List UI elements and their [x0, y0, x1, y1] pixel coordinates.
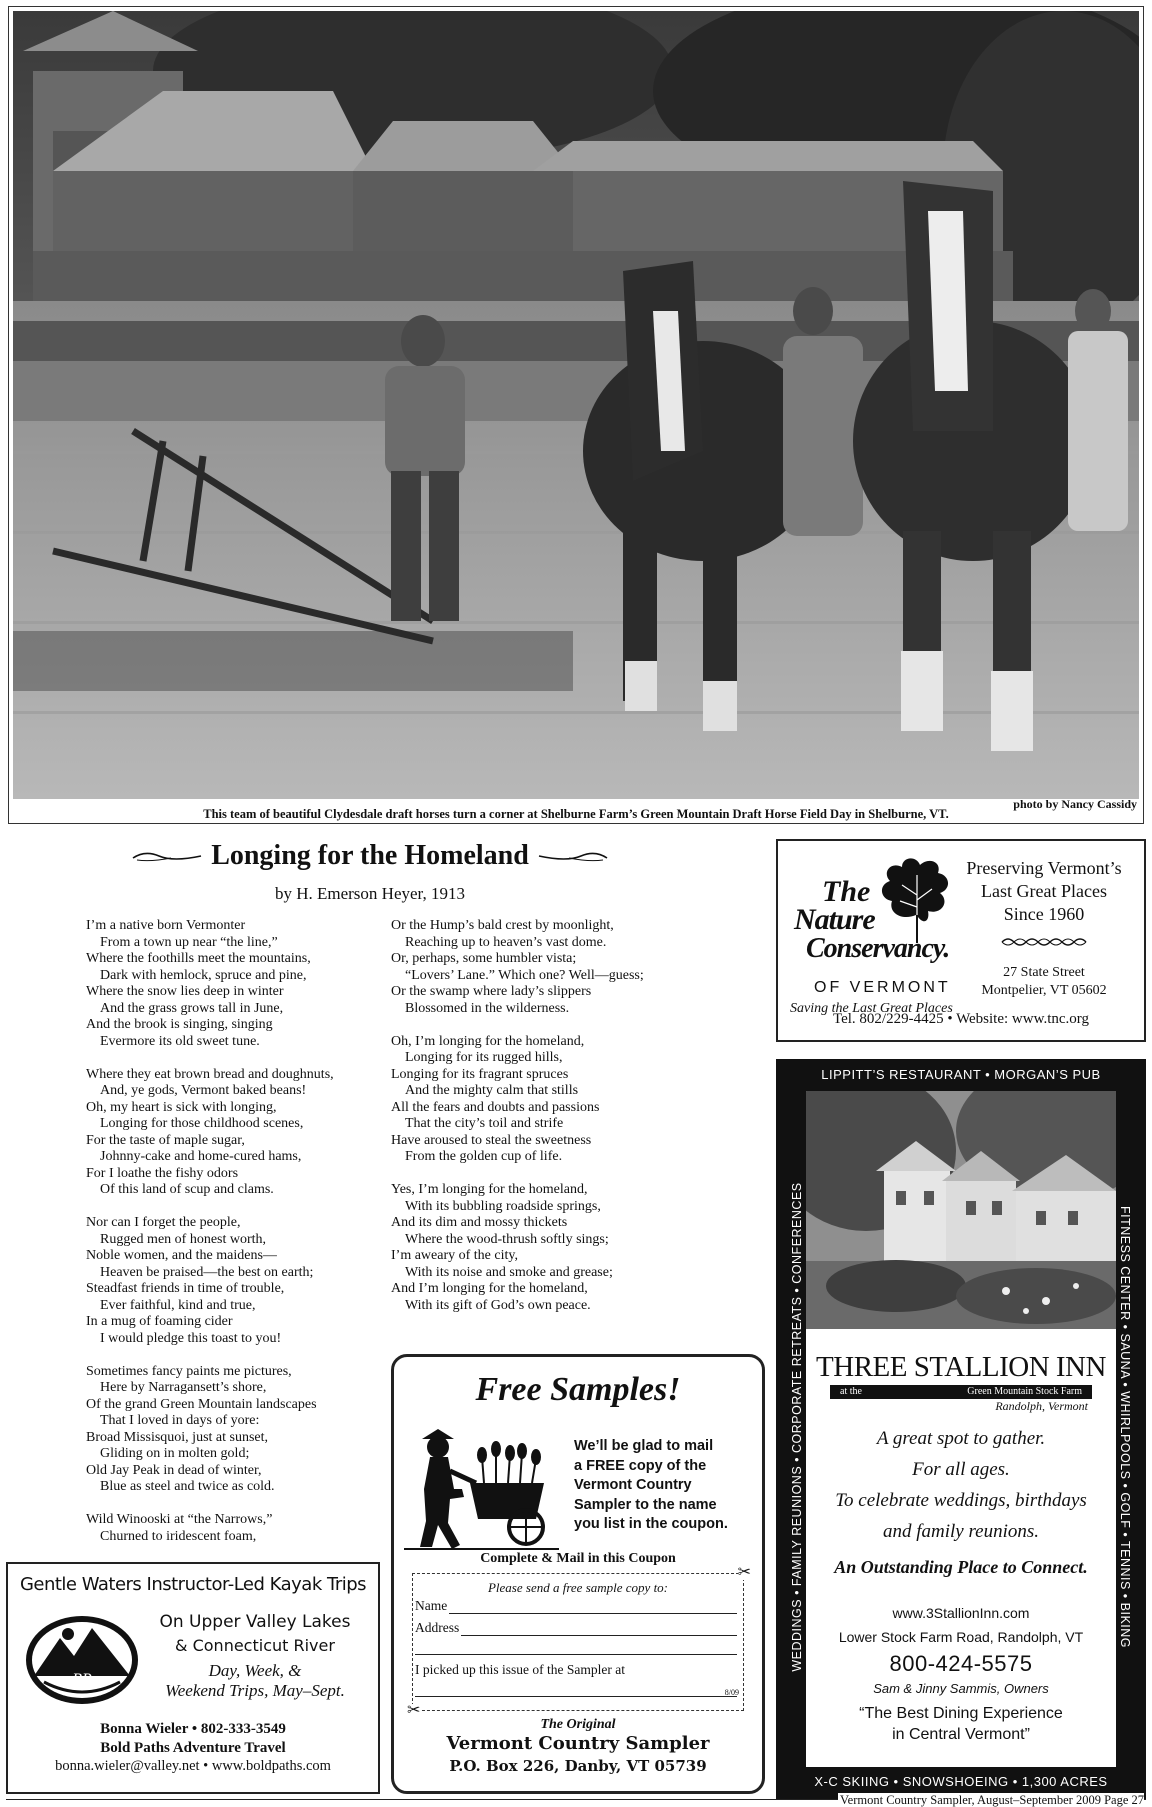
poem-line: Or the Hump’s bald crest by moonlight, [391, 918, 614, 933]
poem-line: Oh, my heart is sick with longing, [86, 1099, 277, 1115]
poem-line: Old Jay Peak in dead of winter, [86, 1462, 262, 1478]
address-label: Address [415, 1620, 460, 1635]
poem-line: With its noise and smoke and grease; [405, 1264, 613, 1280]
poem-stanza [391, 918, 691, 1017]
poem-line: All the fears and doubts and passions [391, 1099, 600, 1115]
poem-line: Longing for its rugged hills, [405, 1050, 563, 1065]
inn-tagline-line-1: A great spot to gather. [876, 1428, 1046, 1449]
poem-line: Ever faithful, kind and true, [100, 1297, 256, 1313]
photo-caption: This team of beautiful Clydesdale draft horses turn a corner at Shelburne Farm’s Green Mountain Draft Horse Field Day in Shelburne, VT. [203, 807, 949, 821]
pickup-label: I picked up this issue of the Sampler at [415, 1662, 625, 1677]
wheelbarrow-boy-icon [404, 1427, 559, 1552]
poem-line: Where they eat brown bread and doughnuts, [86, 1066, 334, 1082]
free-samples-ad [391, 1354, 765, 1794]
poem-line: Where the wood-thrush softly sings; [405, 1231, 609, 1247]
mountain-logo-icon [24, 1610, 140, 1706]
kayak-title: Gentle Waters Instructor-Led Kayak Trips [19, 1574, 367, 1595]
poem-line: And the mighty calm that stills [405, 1083, 579, 1098]
inn-slogan: An Outstanding Place to Connect. [834, 1557, 1088, 1577]
poem-line: Where the snow lies deep in winter [86, 984, 284, 999]
inn-owners: Sam & Jinny Sammis, Owners [873, 1681, 1049, 1696]
poem-line: Churned to iridescent foam, [100, 1528, 257, 1544]
coupon-code: 8/09 [724, 1688, 739, 1697]
kayak-contact-line-2: Bold Paths Adventure Travel [100, 1740, 286, 1756]
poem-column-1 [86, 918, 386, 1562]
poem-line: Sometimes fancy paints me pictures, [86, 1363, 292, 1379]
inn-tagline-line-2: For all ages. [912, 1459, 1010, 1480]
kayak-logo-initials: BP [72, 1671, 92, 1688]
inn-tagline-line-3: To celebrate weddings, birthdays [835, 1490, 1087, 1511]
scissors-icon: ✂ [737, 1564, 751, 1581]
poem-line: Noble women, and the maidens— [86, 1248, 277, 1263]
poem-line: With its gift of God’s own peace. [405, 1297, 591, 1313]
address-field[interactable] [415, 1620, 737, 1636]
poem-line: Dark with hemlock, spruce and pine, [100, 967, 307, 983]
kayak-line-3: Day, Week, & [208, 1661, 302, 1680]
photo-frame [8, 6, 1144, 824]
tnc-logo-the: The [822, 875, 871, 908]
inn-info-panel [806, 1329, 1116, 1767]
poem-line: “Lovers’ Lane.” Which one? Well—guess; [405, 967, 644, 983]
poem-line: From a town up near “the line,” [100, 934, 278, 950]
kayak-contact-line-1: Bonna Wieler • 802-333-3549 [100, 1721, 286, 1737]
poem-line: Or the swamp where lady’s slippers [391, 984, 592, 999]
poem-line: Broad Missisquoi, just at sunset, [86, 1429, 269, 1445]
flourish-right-icon [537, 848, 609, 864]
samples-text-line-2: a FREE copy of the [574, 1457, 707, 1474]
samples-text-line-5: you list in the coupon. [574, 1516, 728, 1532]
inn-farm-name: Green Mountain Stock Farm [967, 1386, 1082, 1397]
tnc-contact: Tel. 802/229-4425 • Website: www.tnc.org [832, 1011, 1090, 1027]
kayak-line-2: & Connecticut River [175, 1636, 335, 1655]
clydesdale-horses-photo [13, 11, 1139, 799]
poem-line: Evermore its old sweet tune. [100, 1033, 260, 1049]
nature-conservancy-ad [776, 839, 1146, 1042]
poem-author: by H. Emerson Heyer, 1913 [274, 884, 466, 903]
address-line-2[interactable] [415, 1654, 737, 1655]
poem-line: For the taste of maple sugar, [86, 1132, 245, 1148]
samples-text-line-4: Sampler to the name [574, 1496, 717, 1513]
kayak-description [140, 1612, 370, 1701]
samples-text [574, 1437, 754, 1535]
name-label: Name [415, 1598, 448, 1613]
kayak-contact [8, 1720, 378, 1758]
poem-line: And the brook is singing, singing [86, 1017, 273, 1032]
poem-line: I’m aweary of the city, [391, 1248, 518, 1263]
poem-stanza [86, 1215, 386, 1347]
poem-line: Longing for those childhood scenes, [100, 1116, 304, 1131]
poem-line: And the grass grows tall in June, [100, 1000, 284, 1016]
pickup-field[interactable] [415, 1662, 737, 1678]
inn-phone: 800-424-5575 [889, 1651, 1033, 1676]
tnc-headline-line-2: Last Great Places [981, 881, 1107, 901]
inn-tagline-line-4: and family reunions. [882, 1521, 1040, 1542]
kayak-web[interactable]: bonna.wieler@valley.net • www.boldpaths.com [55, 1758, 331, 1774]
tnc-headline-line-1: Preserving Vermont’s [966, 858, 1122, 878]
coupon-prompt: Please send a free sample copy to: [487, 1580, 669, 1595]
poem-stanza [86, 918, 386, 1050]
three-stallion-inn-ad [776, 1059, 1146, 1799]
poem-line: With its bubbling roadside springs, [405, 1198, 601, 1214]
poem-column-2 [391, 918, 691, 1331]
poem-line: Or, perhaps, some humbler vista; [391, 951, 577, 966]
poem-line: Heaven be praised—the best on earth; [100, 1264, 314, 1280]
oak-leaf-icon [872, 855, 956, 947]
address-input-line[interactable] [461, 1622, 737, 1636]
poem-stanza [86, 1364, 386, 1496]
poem-line: And its dim and mossy thickets [391, 1215, 568, 1230]
photo-credit: photo by Nancy Cassidy [1013, 797, 1137, 811]
poem-line: Oh, I’m longing for the homeland, [391, 1033, 585, 1049]
poem-line: Johnny-cake and home-cured hams, [100, 1149, 302, 1164]
samples-title: Free Samples! [475, 1371, 681, 1408]
tnc-headline [954, 857, 1134, 926]
poem-line: Steadfast friends in time of trouble, [86, 1281, 285, 1296]
poem-line: I’m a native born Vermonter [86, 918, 246, 933]
poem-line: Of this land of scup and clams. [100, 1182, 274, 1197]
poem-line: In a mug of foaming cider [86, 1314, 233, 1329]
poem-line: Blossomed in the wilderness. [405, 1000, 570, 1016]
poem-line: Rugged men of honest worth, [100, 1231, 267, 1247]
tnc-tagline: Saving the Last Great Places [790, 1001, 953, 1016]
scissors-icon: ✂ [407, 1702, 421, 1719]
poem-line: I would pledge this toast to you! [100, 1330, 282, 1346]
poem-line: Longing for its fragrant spruces [391, 1066, 569, 1082]
tnc-logo-nature: Nature [794, 903, 875, 936]
flourish-left-icon [131, 848, 203, 864]
poem-line: Have aroused to steal the sweetness [391, 1132, 592, 1148]
inn-bottom-bar: X-C SKIING • SNOWSHOEING • 1,300 ACRES [814, 1774, 1108, 1789]
inn-name: THREE STALLION INN [816, 1351, 1106, 1383]
samples-brand: Vermont Country Sampler [446, 1733, 710, 1754]
inn-quote [806, 1703, 1116, 1745]
swirl-ornament-icon [1000, 935, 1092, 949]
tnc-of-vermont: OF VERMONT [814, 979, 951, 996]
coupon-form[interactable] [407, 1564, 751, 1719]
pickup-input-line[interactable] [415, 1696, 737, 1697]
name-field[interactable] [415, 1598, 737, 1614]
kayak-line-4: Weekend Trips, May–Sept. [165, 1681, 345, 1700]
poem-title-row [120, 840, 620, 872]
poem-line: Yes, I’m longing for the homeland, [391, 1182, 588, 1197]
inn-tagline [806, 1423, 1116, 1547]
poem-line: Wild Winooski at “the Narrows,” [86, 1512, 273, 1527]
poem-stanza [86, 1512, 386, 1545]
poem-line: For I loathe the fishy odors [86, 1165, 239, 1181]
kayak-line-1: On Upper Valley Lakes [159, 1612, 351, 1632]
poem-line: Reaching up to heaven’s vast dome. [405, 934, 607, 950]
inn-top-bar: LIPPITT’S RESTAURANT • MORGAN’S PUB [821, 1067, 1101, 1082]
samples-original: The Original [540, 1717, 616, 1732]
samples-text-line-1: We’ll be glad to mail [574, 1438, 714, 1454]
inn-location: Randolph, Vermont [995, 1399, 1088, 1413]
samples-address: P.O. Box 226, Danby, VT 05739 [449, 1757, 707, 1775]
poem-title: Longing for the Homeland [211, 840, 529, 871]
poem-line: Where the foothills meet the mountains, [86, 951, 311, 966]
tnc-address-city: Montpelier, VT 05602 [981, 983, 1107, 998]
inn-left-bar: WEDDINGS • FAMILY REUNIONS • CORPORATE RETREATS • CONFERENCES [790, 1182, 804, 1672]
tnc-address-street: 27 State Street [1003, 965, 1085, 980]
inn-quote-line-2: in Central Vermont” [892, 1726, 1030, 1743]
poem-line: That I loved in days of yore: [100, 1413, 260, 1428]
inn-subbar [830, 1385, 1092, 1399]
poem-stanza [391, 1182, 691, 1314]
coupon-heading: Complete & Mail in this Coupon [480, 1551, 676, 1566]
inn-photo [806, 1091, 1116, 1329]
poem-line: Of the grand Green Mountain landscapes [86, 1396, 317, 1412]
inn-at-the: at the [840, 1386, 862, 1397]
page-footer: Vermont Country Sampler, August–September 2009 Page 27 [840, 1793, 1144, 1807]
tnc-headline-line-3: Since 1960 [1003, 904, 1085, 924]
poem-line: Gliding on in molten gold; [100, 1446, 250, 1461]
poem-line: That the city’s toil and strife [405, 1116, 564, 1131]
name-input-line[interactable] [449, 1600, 737, 1614]
poem-line: Here by Narragansett’s shore, [100, 1380, 267, 1395]
tnc-logo-conservancy: Conservancy. [806, 933, 950, 964]
inn-address: Lower Stock Farm Road, Randolph, VT [838, 1629, 1084, 1645]
poem-line: And I’m longing for the homeland, [391, 1281, 588, 1296]
poem-stanza [86, 1067, 386, 1199]
poem-line: Blue as steel and twice as cold. [100, 1479, 275, 1494]
inn-website: www.3StallionInn.com [892, 1605, 1030, 1621]
samples-text-line-3: Vermont Country [574, 1477, 692, 1493]
inn-quote-line-1: “The Best Dining Experience [859, 1705, 1063, 1722]
poem-stanza [391, 1034, 691, 1166]
poem-line: And, ye gods, Vermont baked beans! [100, 1083, 307, 1098]
poem-line: Nor can I forget the people, [86, 1215, 241, 1230]
inn-right-bar: FITNESS CENTER • SAUNA • WHIRLPOOLS • GOLF • TENNIS • BIKING [1118, 1206, 1132, 1648]
poem-line: From the golden cup of life. [405, 1149, 563, 1164]
kayak-trips-ad [6, 1562, 380, 1794]
